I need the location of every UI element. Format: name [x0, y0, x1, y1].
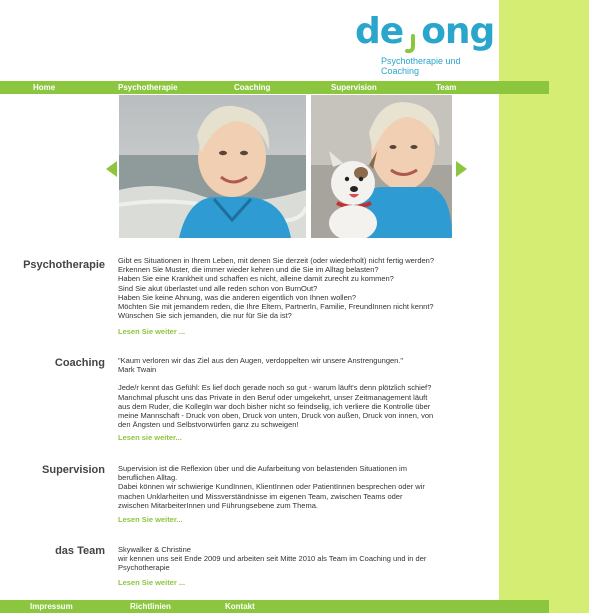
text-line: Manchmal pfuscht uns das Private in den Beruf oder umgekehrt, unser Zeitmanagement läuft	[118, 392, 428, 402]
main-nav	[0, 81, 549, 94]
read-more-team-link[interactable]: Lesen Sie weiter ...	[118, 578, 186, 587]
text-line: Haben Sie eine Krankheit und schaffen es nicht, alleine damit zurecht zu kommen?	[118, 274, 394, 284]
section-title-psychotherapie: Psychotherapie	[23, 259, 105, 271]
text-line	[118, 374, 448, 383]
nav-home[interactable]: Home	[33, 83, 56, 92]
section-title-coaching: Coaching	[54, 357, 105, 369]
text-line: Mark Twain	[118, 365, 157, 375]
text-line: Jede/r kennt das Gefühl: Es lief doch gerade noch so gut - warum läuft's denn plötzlich schief?	[118, 383, 432, 393]
section-body-psychotherapie	[118, 256, 448, 320]
portrait-photo-with-dog	[311, 95, 452, 238]
text-line: Haben Sie keine Ahnung, was die anderen eigentlich von Ihnen wollen?	[118, 292, 357, 302]
section-title-team: das Team	[55, 545, 105, 557]
footer-richtlinien-link[interactable]: Richtlinien	[130, 602, 171, 611]
text-line: Psychotherapie	[118, 563, 170, 573]
text-line: Supervision ist die Reflexion über und die Aufarbeitung von belastenden Situationen im	[118, 464, 407, 473]
text-line: Sind Sie akut überlastet und alle reden schon von BurnOut?	[118, 283, 318, 293]
logo[interactable]	[355, 12, 494, 52]
section-title-supervision: Supervision	[42, 464, 105, 476]
nav-psychotherapie[interactable]: Psychotherapie	[118, 83, 178, 92]
text-line: "Kaum verloren wir das Ziel aus den Augen, verdoppelten wir unsere Anstrengungen."	[118, 356, 404, 365]
read-more-coaching-link[interactable]: Lesen sie weiter...	[118, 433, 182, 442]
text-line: den Ängsten und Selbstvorwürfen ganz zu schweigen!	[118, 420, 299, 430]
section-body-coaching	[118, 356, 448, 429]
text-line: machen Unklarheiten und Missverständnisse im eigenen Team, zwischen Teams oder	[118, 491, 403, 501]
slider-prev-arrow-icon[interactable]	[106, 161, 117, 177]
read-more-psychotherapie-link[interactable]: Lesen Sie weiter ...	[118, 327, 186, 336]
text-line: aus dem Ruder, die KollegIn war doch bisher nicht so feindselig, ich verliere die Kontrolle über	[118, 401, 431, 411]
footer-impressum-link[interactable]: Impressum	[30, 602, 73, 611]
text-line: Skywalker & Christine	[118, 545, 191, 554]
text-line: Dabei können wir schwierige KundInnen, KlientInnen oder PatientInnen besprechen oder wir	[118, 482, 425, 492]
section-body-supervision	[118, 464, 448, 510]
logo-text-part1: de	[355, 11, 404, 52]
nav-team[interactable]: Team	[436, 83, 457, 92]
section-body-team	[118, 545, 448, 573]
text-line: Möchten Sie mit jemandem reden, die Ihre Eltern, PartnerIn, Familie, FreundInnen nicht kennt?	[118, 302, 434, 312]
nav-coaching[interactable]: Coaching	[234, 83, 271, 92]
nav-supervision[interactable]: Supervision	[331, 83, 377, 92]
logo-text-part2: ong	[421, 11, 495, 52]
footer-kontakt-link[interactable]: Kontakt	[225, 602, 255, 611]
text-line: beruflichen Alltag.	[118, 473, 178, 483]
text-line: wir kennen uns seit Ende 2009 und arbeiten seit Mitte 2010 als Team im Coaching und in der	[118, 554, 427, 564]
text-line: Wünschen Sie sich jemanden, die nur für Sie da ist?	[118, 311, 292, 321]
header	[0, 0, 499, 80]
logo-subtitle: Psychotherapie und Coaching	[381, 56, 461, 76]
image-slider	[0, 95, 499, 243]
text-line: meine Mannschaft - Druck von oben, Druck von unten, Druck von außen, Druck von innen, von	[118, 411, 434, 421]
slider-next-arrow-icon[interactable]	[456, 161, 467, 177]
text-line: Gibt es Situationen in Ihrem Leben, mit denen Sie derzeit (oder wiederholt) nicht fertig werden?	[118, 256, 435, 265]
read-more-supervision-link[interactable]: Lesen Sie weiter...	[118, 515, 183, 524]
portrait-photo-beach	[119, 95, 306, 238]
text-line: Erkennen Sie Muster, die immer wieder kehren und die Sie im Alltag belasten?	[118, 265, 379, 275]
footer-nav	[0, 600, 549, 613]
logo-smile-icon	[405, 28, 419, 52]
text-line: zwischen MitarbeiterInnen und Führungsebene zum Thema.	[118, 500, 318, 510]
